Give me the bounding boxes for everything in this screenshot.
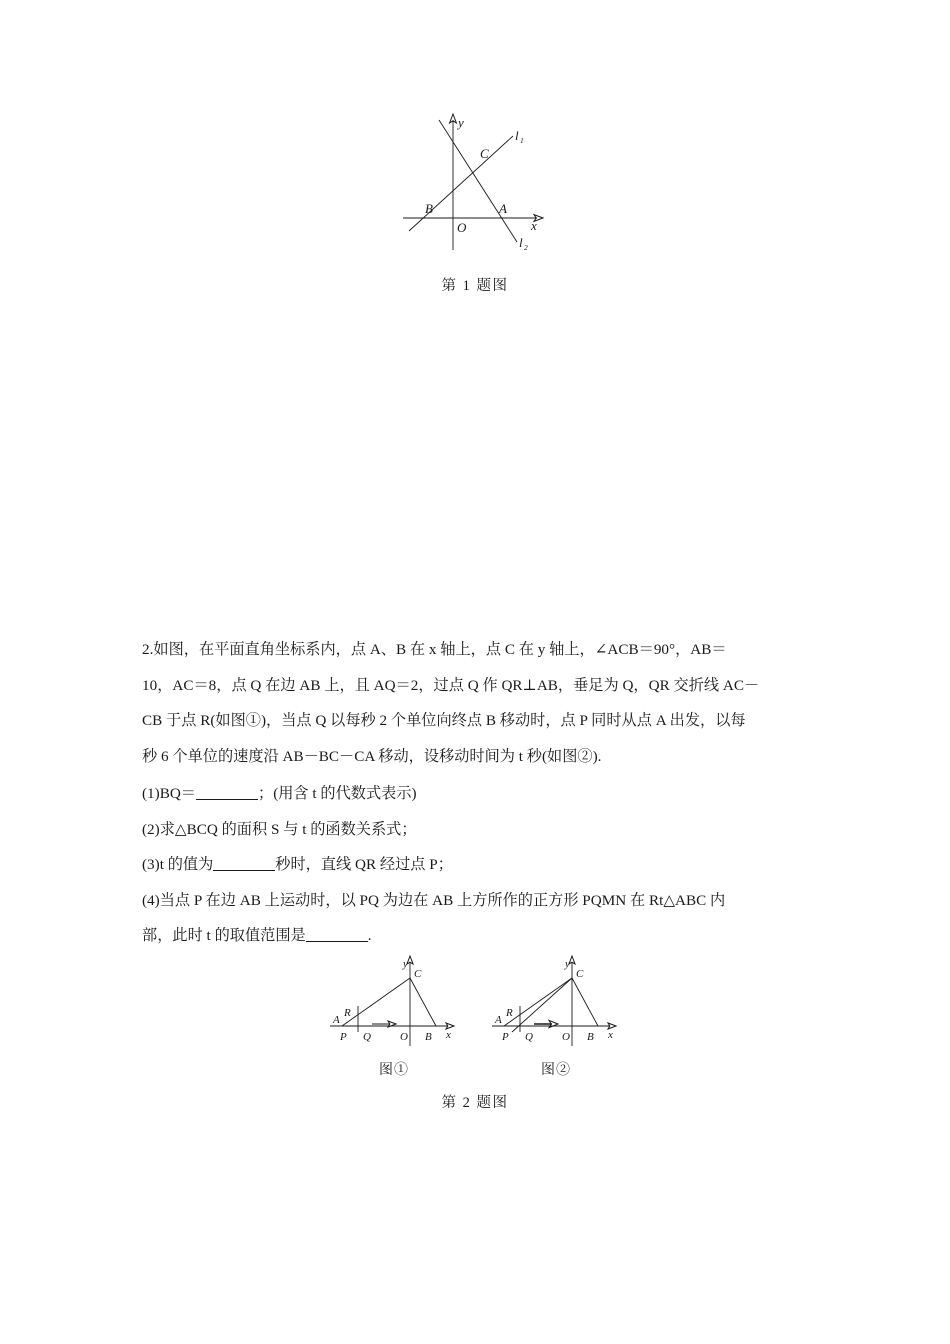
subquestion-1-prefix: (1)BQ＝ — [142, 785, 196, 802]
fig2a-point-c-label: C — [414, 968, 422, 980]
fig2a-segment-CB — [410, 978, 436, 1026]
fig2a-segment-AC — [342, 978, 410, 1026]
fig2a-point-b-label: B — [425, 1031, 432, 1043]
fig2a-point-p-label: P — [340, 1031, 347, 1043]
fig2b-y-label: y — [565, 958, 570, 970]
problem-statement — [142, 632, 842, 774]
subquestion-3 — [142, 847, 842, 883]
fig2b-x-label: x — [608, 1029, 613, 1041]
subquestion-3-prefix: (3)t 的值为 — [142, 856, 214, 873]
figure-2-subfigure-2 — [486, 948, 626, 1079]
fig1-origin-label: O — [457, 220, 467, 235]
subquestion-list — [142, 776, 842, 954]
fig2b-segment-CB — [572, 978, 598, 1026]
subquestion-1-suffix: ；(用含 t 的代数式表示) — [258, 785, 417, 802]
fig2a-point-q-label: Q — [363, 1031, 371, 1043]
fig1-line-l1 — [409, 136, 513, 231]
figure-2-row — [0, 948, 950, 1079]
subquestion-4-suffix: . — [367, 927, 372, 944]
figure-2-block — [0, 948, 950, 1112]
fig2b-point-r-label: R — [506, 1007, 513, 1019]
subquestion-4-prefix: (4)当点 P 在边 AB 上运动时，以 PQ 为边在 AB 上方所作的正方形 PQMN 在 Rt△ABC 内 — [142, 891, 726, 909]
figure-2-subfigure-2-label: 图② — [541, 1063, 571, 1078]
fig1-point-a-label: A — [499, 201, 507, 216]
answer-blank-1[interactable] — [196, 785, 258, 800]
figure-2-diagram-2 — [486, 948, 626, 1052]
fig2a-origin-label: O — [400, 1031, 408, 1043]
figure-2-caption: 第 2 题图 — [441, 1095, 509, 1111]
fig2b-point-a-label: A — [495, 1014, 502, 1026]
fig1-line-l1-sub: 1 — [520, 136, 524, 145]
fig2b-point-b-label: B — [587, 1031, 594, 1043]
figure-1-caption: 第 1 题图 — [441, 278, 509, 294]
fig1-x-label: x — [531, 218, 537, 233]
fig1-point-c-label: C — [480, 146, 489, 161]
figure-2-subfigure-1 — [324, 948, 464, 1079]
problem-line-1 — [142, 632, 842, 668]
fig2a-y-label: y — [403, 958, 408, 970]
fig2b-segment-AC — [504, 978, 572, 1026]
fig1-y-label: y — [458, 115, 464, 130]
figure-1-block — [0, 108, 950, 295]
fig1-line-l2-label: l — [519, 235, 523, 250]
figure-1-diagram — [395, 108, 555, 258]
fig2b-point-q-label: Q — [525, 1031, 533, 1043]
subquestion-2 — [142, 812, 842, 848]
problem-line-4: 秒 6 个单位的速度沿 AB－BC－CA 移动，设移动时间为 t 秒(如图②). — [142, 747, 602, 765]
subquestion-1 — [142, 776, 842, 812]
fig2b-point-p-label: P — [502, 1031, 509, 1043]
subquestion-4 — [142, 883, 842, 919]
problem-line-3: CB 于点 R(如图①)，当点 Q 以每秒 2 个单位向终点 B 移动时，点 P 同时从点 A 出发，以每 — [142, 712, 746, 729]
fig2a-point-r-label: R — [344, 1007, 351, 1019]
fig1-line-l2-sub: 2 — [524, 243, 528, 252]
answer-blank-4[interactable] — [306, 927, 368, 942]
problem-text-1: 如图，在平面直角坐标系内，点 A、B 在 x 轴上，点 C 在 y 轴上，∠ACB＝90°，AB＝ — [153, 641, 727, 658]
subquestion-2-prefix: (2)求△BCQ 的面积 S 与 t 的函数关系式； — [142, 820, 417, 838]
subquestion-3-suffix: 秒时，直线 QR 经过点 P； — [275, 856, 453, 873]
fig2b-origin-label: O — [562, 1031, 570, 1043]
problem-number: 2. — [142, 641, 154, 658]
fig1-line-l2 — [439, 120, 517, 242]
fig1-line-l1-label: l — [515, 128, 519, 143]
fig1-point-b-label: B — [425, 201, 433, 216]
figure-2-subfigure-1-label: 图① — [379, 1063, 409, 1078]
answer-blank-3[interactable] — [213, 856, 275, 871]
fig2a-x-label: x — [446, 1029, 451, 1041]
problem-line-2: 10，AC＝8，点 Q 在边 AB 上，且 AQ＝2，过点 Q 作 QR⊥AB，垂足为 Q，QR 交折线 AC－ — [142, 676, 760, 694]
subquestion-4-prefix-cont: 部，此时 t 的取值范围是 — [142, 927, 306, 944]
fig2a-point-a-label: A — [333, 1014, 340, 1026]
fig2b-point-c-label: C — [576, 968, 584, 980]
figure-2-diagram-1 — [324, 948, 464, 1052]
